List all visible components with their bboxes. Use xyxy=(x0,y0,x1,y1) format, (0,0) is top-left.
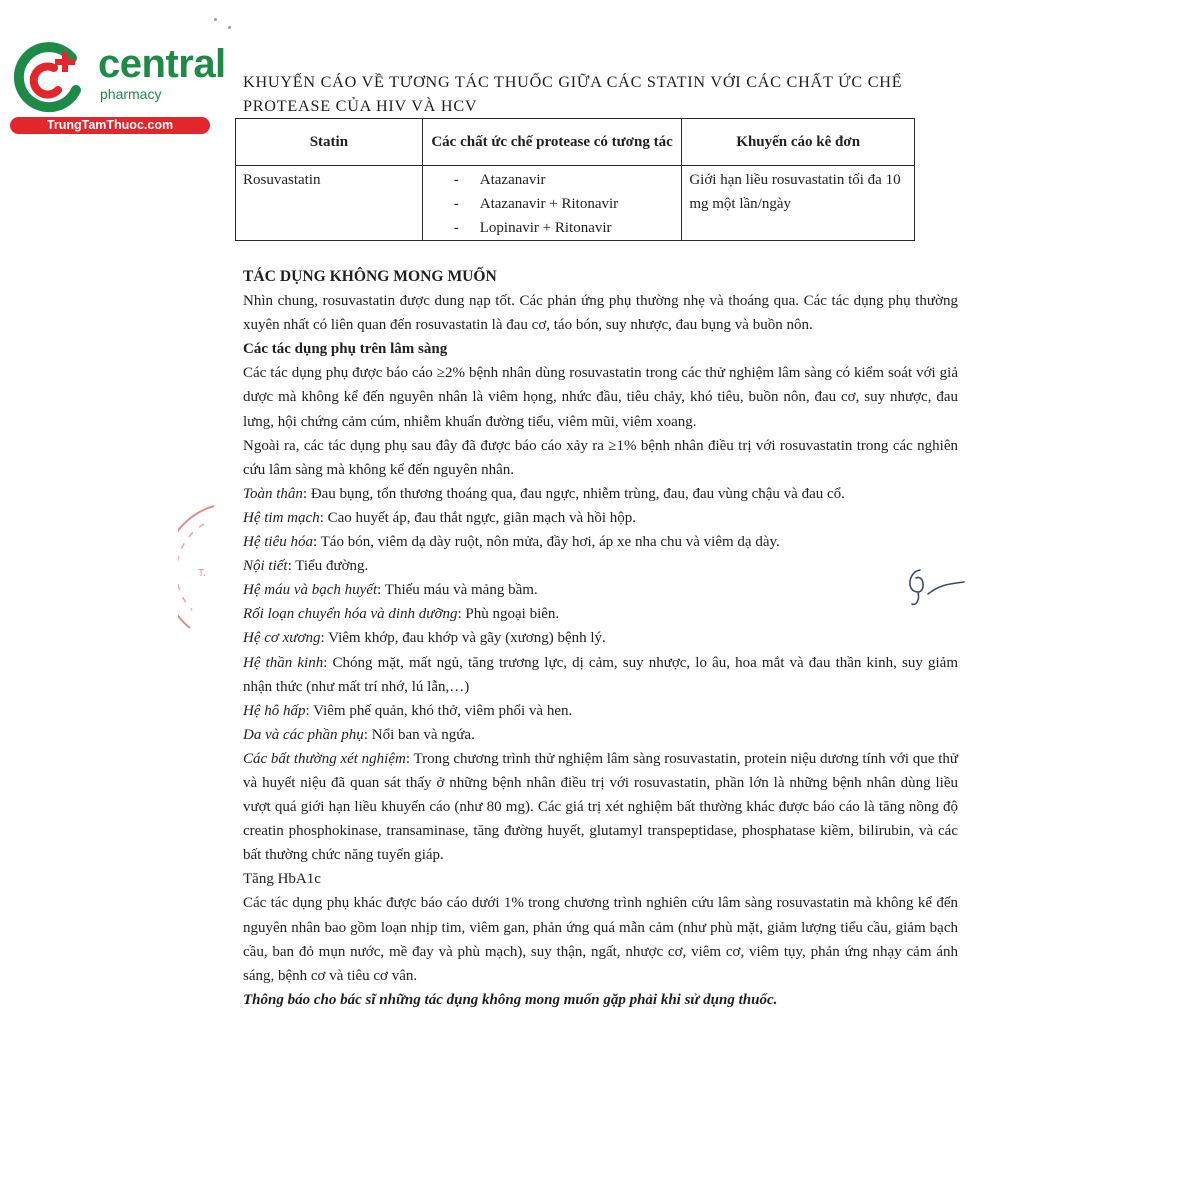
table-row xyxy=(236,166,915,241)
system-label: Hệ tim mạch xyxy=(243,509,320,526)
table-header: Khuyến cáo kê đơn xyxy=(682,119,915,166)
system-effect: Hệ thần kinh: Chóng mặt, mất ngủ, tăng trương lực, dị cảm, suy nhược, lo âu, hoa mắt và đau thần kinh, suy giảm nhận thức (như mất trí nhớ, lú lẫn,…) xyxy=(243,654,959,695)
system-text: Cao huyết áp, đau thắt ngực, giãn mạch và hồi hộp. xyxy=(327,509,637,526)
system-label: Hệ thần kinh xyxy=(243,654,324,671)
table-header: Statin xyxy=(236,119,423,166)
system-label: Nội tiết xyxy=(243,558,288,575)
brand-sub: pharmacy xyxy=(100,86,162,102)
inhibitor-item: - Atazanavir xyxy=(454,168,675,192)
adverse-effects-section xyxy=(243,265,958,1012)
system-effect: Toàn thân: Đau bụng, tổn thương thoáng qua, đau ngực, nhiễm trùng, đau, đau vùng chậu và đau cổ. xyxy=(243,485,845,502)
interaction-heading: KHUYẾN CÁO VỀ TƯƠNG TÁC THUỐC GIỮA CÁC STATIN VỚI CÁC CHẤT ỨC CHẾ PROTEASE CỦA HIV VÀ HCV xyxy=(243,73,903,115)
system-label: Toàn thân xyxy=(243,485,303,502)
system-text: Chóng mặt, mất ngủ, tăng trương lực, dị cảm, suy nhược, lo âu, hoa mắt và đau thần kinh, suy giảm nhận thức (như mất trí nhớ, lú lẫn,…) xyxy=(243,654,959,695)
stamp-icon xyxy=(178,500,218,635)
scan-speck xyxy=(214,18,217,21)
table-cell-statin: Rosuvastatin xyxy=(236,166,423,241)
pharmacy-cross-icon xyxy=(10,38,90,118)
scan-speck xyxy=(228,26,231,29)
system-effect: Hệ cơ xương: Viêm khớp, đau khớp và gãy (xương) bệnh lý. xyxy=(243,630,606,647)
inhibitor-item: - Lopinavir + Ritonavir xyxy=(454,216,675,240)
table-cell-inhibitors xyxy=(422,166,682,241)
table-header-row xyxy=(236,119,915,166)
clinical-paragraph: Ngoài ra, các tác dụng phụ sau đây đã được báo cáo xảy ra ≥1% bệnh nhân điều trị với rosuvastatin trong các nghiên cứu lâm sàng mà không kể đến nguyên nhân. xyxy=(243,437,958,478)
clinical-paragraph: Các tác dụng phụ được báo cáo ≥2% bệnh nhân dùng rosuvastatin trong các thử nghiệm lâm sàng có kiểm soát với giả dược mà không kể đến nguyên nhân là viêm họng, nhức đầu, tiêu chảy, khó tiêu, buồn nôn, đau cơ, suy nhược, đau lưng, hội chứng cảm cúm, nhiễm khuẩn đường tiểu, viêm mũi, viêm xoang. xyxy=(243,365,958,430)
system-effect: Hệ hô hấp: Viêm phế quản, khó thở, viêm phổi và hen. xyxy=(243,702,573,719)
table-header: Các chất ức chế protease có tương tác xyxy=(422,119,682,166)
system-label: Hệ cơ xương xyxy=(243,630,321,647)
brand-name: central xyxy=(98,42,226,86)
system-label: Hệ máu và bạch huyết xyxy=(243,582,378,599)
system-label: Các bất thường xét nghiệm xyxy=(243,750,406,767)
section-title: TÁC DỤNG KHÔNG MONG MUỐN xyxy=(243,268,497,285)
inhibitor-item: - Atazanavir + Ritonavir xyxy=(454,192,675,216)
svg-text:T.: T. xyxy=(198,568,206,579)
document-body xyxy=(243,70,959,1008)
intro-paragraph: Nhìn chung, rosuvastatin được dung nạp tốt. Các phản ứng phụ thường nhẹ và thoáng qua. Các tác dụng phụ thường xuyên nhất có liên quan đến rosuvastatin là đau cơ, táo bón, suy nhược, đau bụng và buồn nôn. xyxy=(243,293,958,334)
system-text: Tiểu đường. xyxy=(295,558,369,575)
interaction-table xyxy=(235,118,915,241)
system-effect: Các bất thường xét nghiệm: Trong chương trình thử nghiệm lâm sàng rosuvastatin, protein niệu dương tính với que thử và huyết niệu đã quan sát thấy ở những bệnh nhân điều trị với rosuvastatin, phần lớn là những bệnh nhân dùng liều vượt quá giới hạn liều khuyến cáo (như 80 mg). Các giá trị xét nghiệm bất thường khác được báo cáo là tăng nồng độ creatin phosphokinase, transaminase, tăng đường huyết, glutamyl transpeptidase, phosphatase kiềm, bilirubin, và các bất thường chức năng tuyến giáp. xyxy=(243,750,958,864)
system-text: Thiếu máu và mảng bầm. xyxy=(384,582,538,599)
system-text: Nổi ban và ngứa. xyxy=(371,726,475,743)
system-effect: Nội tiết: Tiểu đường. xyxy=(243,558,369,575)
system-label: Hệ tiêu hóa xyxy=(243,534,313,551)
clinical-title: Các tác dụng phụ trên lâm sàng xyxy=(243,341,448,358)
other-effects-paragraph: Các tác dụng phụ khác được báo cáo dưới 1% trong chương trình nghiên cứu lâm sàng rosuvastatin mà không kể đến nguyên nhân bao gồm loạn nhịp tim, viêm gan, phản ứng quá mẫn cảm (như phù mặt, giảm lượng tiểu cầu, giảm bạch cầu, ban đỏ mụn nước, mề đay và phù mạch), suy thận, ngất, nhược cơ, viêm cơ, viêm tụy, phản ứng nhạy cảm ánh sáng, bệnh cơ và tiêu cơ vân. xyxy=(243,895,958,984)
brand-logo[interactable] xyxy=(10,38,226,138)
system-label: Hệ hô hấp xyxy=(243,702,306,719)
system-label: Rối loạn chuyển hóa và dinh dưỡng xyxy=(243,606,458,623)
system-text: Phù ngoại biên. xyxy=(465,606,560,623)
system-label: Da và các phần phụ xyxy=(243,726,364,743)
hba1c-line: Tăng HbA1c xyxy=(243,871,321,888)
system-text: Viêm khớp, đau khớp và gãy (xương) bệnh lý. xyxy=(328,630,606,647)
table-cell-recommendation: Giới hạn liều rosuvastatin tối đa 10 mg một lần/ngày xyxy=(682,166,915,241)
system-effect: Hệ tim mạch: Cao huyết áp, đau thắt ngực, giãn mạch và hồi hộp. xyxy=(243,509,637,526)
brand-url[interactable]: TrungTamThuoc.com xyxy=(10,117,210,134)
system-effect: Hệ máu và bạch huyết: Thiếu máu và mảng bầm. xyxy=(243,582,538,599)
system-text: Đau bụng, tổn thương thoáng qua, đau ngực, nhiễm trùng, đau, đau vùng chậu và đau cổ. xyxy=(310,485,845,502)
system-text: Táo bón, viêm dạ dày ruột, nôn mửa, đầy hơi, áp xe nha chu và viêm dạ dày. xyxy=(320,534,780,551)
notice-line: Thông báo cho bác sĩ những tác dụng không mong muốn gặp phải khi sử dụng thuốc. xyxy=(243,991,778,1008)
system-text: Viêm phế quản, khó thở, viêm phổi và hen. xyxy=(313,702,573,719)
system-effect: Da và các phần phụ: Nổi ban và ngứa. xyxy=(243,726,475,743)
system-effect: Rối loạn chuyển hóa và dinh dưỡng: Phù ngoại biên. xyxy=(243,606,560,623)
system-effect: Hệ tiêu hóa: Táo bón, viêm dạ dày ruột, nôn mửa, đầy hơi, áp xe nha chu và viêm dạ dày. xyxy=(243,534,780,551)
system-text: Trong chương trình thử nghiệm lâm sàng rosuvastatin, protein niệu dương tính với que thử và huyết niệu đã quan sát thấy ở những bệnh nhân điều trị với rosuvastatin, phần lớn là những bệnh nhân dùng liều vượt quá giới hạn liều khuyến cáo (như 80 mg). Các giá trị xét nghiệm bất thường khác được báo cáo là tăng nồng độ creatin phosphokinase, transaminase, tăng đường huyết, glutamyl transpeptidase, phosphatase kiềm, bilirubin, và các bất thường chức năng tuyến giáp. xyxy=(243,750,958,864)
